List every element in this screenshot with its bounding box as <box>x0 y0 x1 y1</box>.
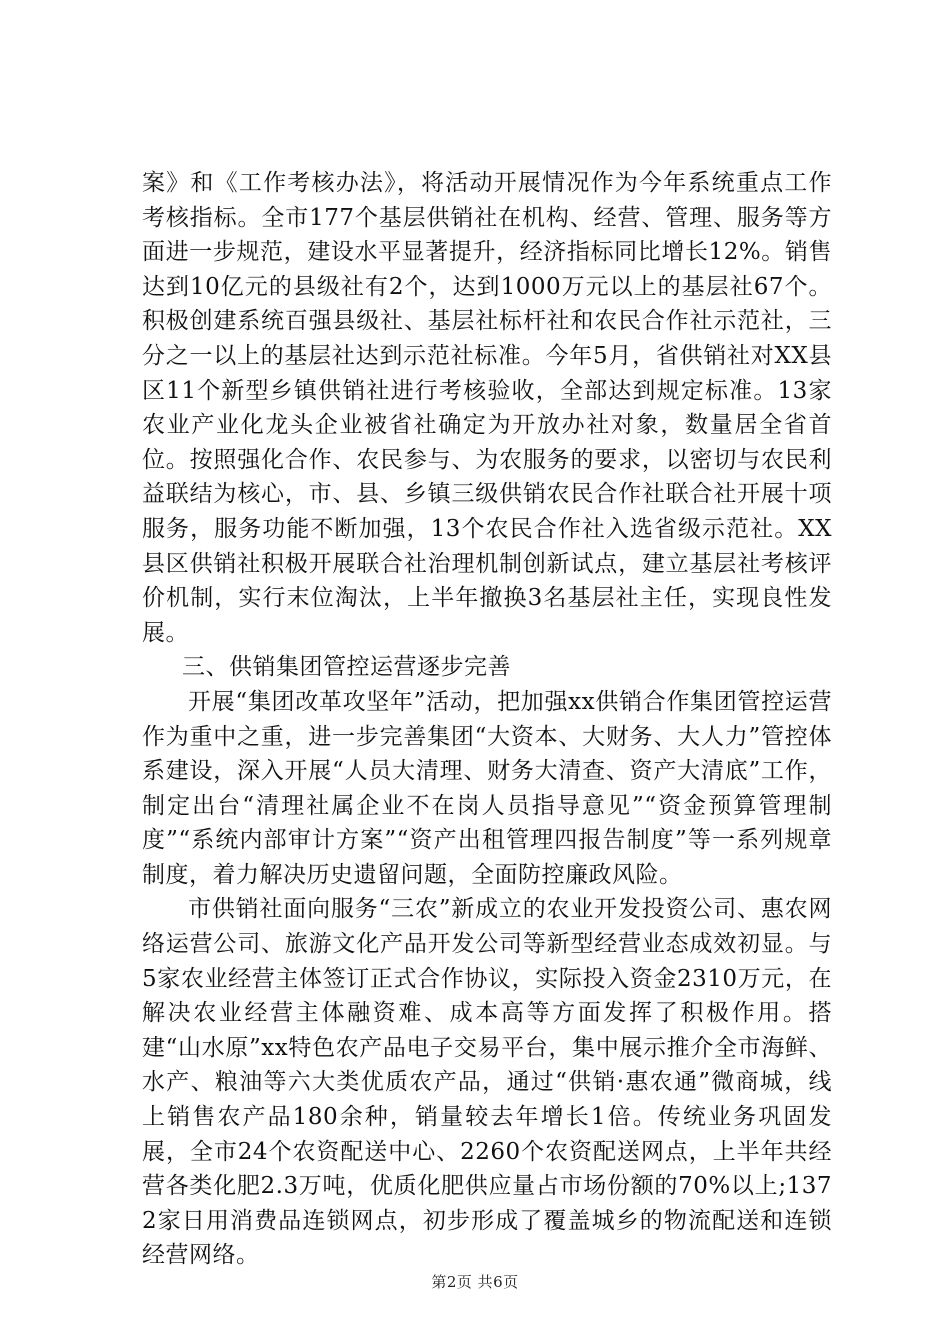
page-number-footer: 第2页 共6页 <box>431 1273 519 1291</box>
paragraph-group-reform: 开展“集团改革攻坚年”活动，把加强xx供销合作集团管控运营作为重中之重，进一步完善集团“大资本、大财务、大人力”管控体系建设，深入开展“人员大清理、财务大清查、资产大清底”工作，制定出台“清理社属企业不在岗人员指导意见”“资金预算管理制度”“系统内部审计方案”“资产出租管理四报告制度”等一系列规章制度，着力解决历史遗留问题，全面防控廉政风险。 <box>142 688 832 888</box>
section-heading: 三、供销集团管控运营逐步完善 <box>182 654 511 681</box>
paragraph-new-business: 市供销社面向服务“三农”新成立的农业开发投资公司、惠农网络运营公司、旅游文化产品开发公司等新型经营业态成效初显。与5家农业经营主体签订正式合作协议，实际投入资金2310万元，在解决农业经营主体融资难、成本高等方面发挥了积极作用。搭建“山水原”xx特色农产品电子交易平台，集中展示推介全市海鲜、水产、粮油等六大类优质农产品，通过“供销·惠农通”微商城，线上销售农产品180余种，销量较去年增长1倍。传统业务巩固发展，全市24个农资配送中心、2260个农资配送网点，上半年共经营各类化肥2.3万吨，优质化肥供应量占市场份额的70%以上;1372家日用消费品连锁网点，初步形成了覆盖城乡的物流配送和连锁经营网络。 <box>142 896 832 1269</box>
paragraph-continuation: 案》和《工作考核办法》，将活动开展情况作为今年系统重点工作考核指标。全市177个基层供销社在机构、经营、管理、服务等方面进一步规范，建设水平显著提升，经济指标同比增长12%。销售达到10亿元的县级社有2个，达到1000万元以上的基层社67个。积极创建系统百强县级社、基层社标杆社和农民合作社示范社，三分之一以上的基层社达到示范社标准。今年5月，省供销社对XX县区11个新型乡镇供销社进行考核验收，全部达到规定标准。13家农业产业化龙头企业被省社确定为开放办社对象，数量居全省首位。按照强化合作、农民参与、为农服务的要求，以密切与农民利益联结为核心，市、县、乡镇三级供销农民合作社联合社开展十项服务，服务功能不断加强，13个农民合作社入选省级示范社。XX县区供销社积极开展联合社治理机制创新试点，建立基层社考核评价机制，实行末位淘汰，上半年撤换3名基层社主任，实现良性发展。 <box>142 170 832 646</box>
document-body <box>142 166 832 1273</box>
